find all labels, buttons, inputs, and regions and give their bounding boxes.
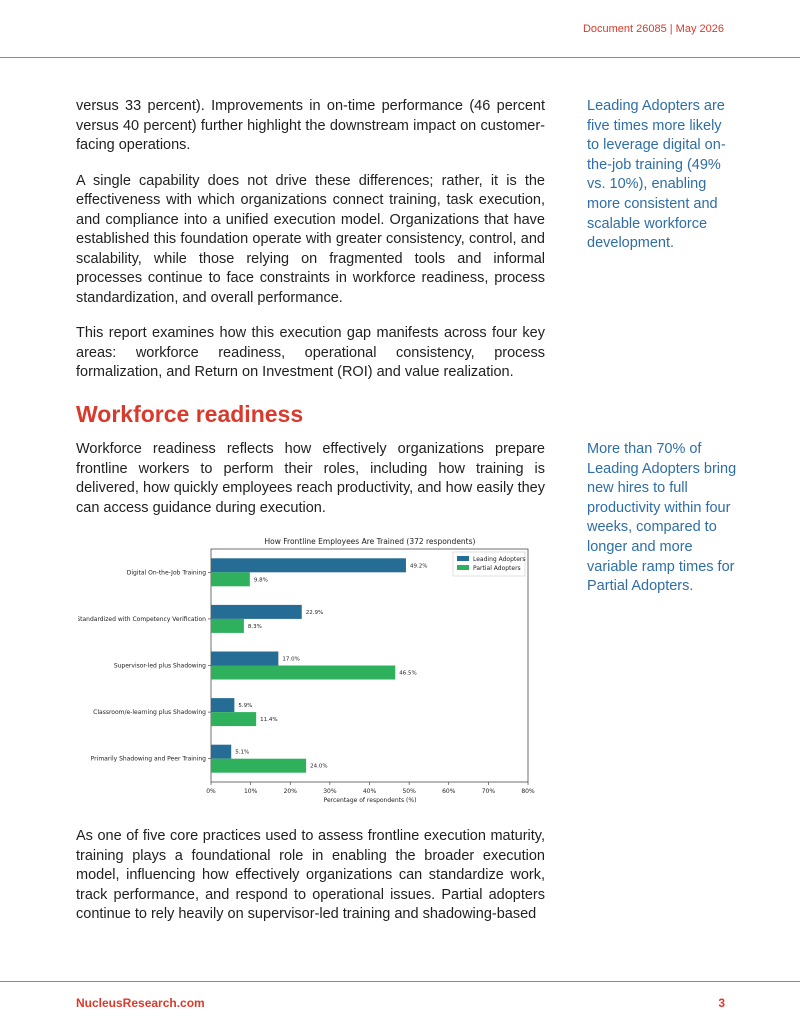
bar-partial (211, 619, 244, 633)
bar-leading (211, 605, 302, 619)
x-tick-label: 70% (481, 788, 496, 795)
bar-data-label: 11.4% (260, 717, 278, 724)
bar-data-label: 9.8% (253, 577, 268, 584)
body-text-top (76, 97, 545, 383)
bar-data-label: 5.1% (235, 749, 250, 756)
bar-data-label: 49.2% (409, 563, 428, 570)
section-heading: Workforce readiness (76, 401, 304, 427)
body-text-section (76, 440, 545, 518)
x-tick-label: 40% (362, 788, 377, 795)
footer-site: NucleusResearch.com (76, 996, 205, 1010)
legend-label: Leading Adopters (473, 556, 526, 563)
bar-partial (211, 759, 306, 773)
bar-partial (211, 666, 395, 680)
training-chart (78, 533, 543, 808)
x-tick-label: 20% (283, 788, 297, 795)
page-number: 3 (718, 996, 725, 1010)
y-tick-label: Primarily Shadowing and Peer Training (90, 755, 206, 763)
x-tick-label: 10% (243, 788, 258, 795)
y-tick-label: Classroom/e-learning plus Shadowing (93, 709, 206, 717)
legend-swatch (457, 556, 469, 561)
bar-leading (211, 745, 231, 759)
paragraph-5: As one of five core practices used to assess frontline execution maturity, training plays a foundational role in enabling the broader execution model, influencing how effectively organizations can standardize work, track performance, and respond to operational issues. Partial adopters continue to rely heavily on supervisor-led training and shadowing-based (76, 828, 545, 922)
paragraph-2: A single capability does not drive these differences; rather, it is the effectiveness with which organizations connect training, task execution, and compliance into a unified execution model. Organizations that have established this foundation operate with greater consistency, control, and scalability, while those relying on fragmented tools and informal processes continue to face constraints in workforce readiness, process standardization, and overall performance. (76, 172, 545, 306)
bar-partial (211, 572, 250, 586)
x-axis-label: Percentage of respondents (%) (323, 797, 417, 804)
x-tick-label: 50% (402, 788, 416, 795)
bar-data-label: 8.3% (247, 623, 262, 630)
bar-data-label: 24.0% (310, 763, 328, 770)
bar-data-label: 22.9% (305, 609, 324, 616)
y-tick-label: Supervisor-led plus Shadowing (113, 662, 206, 670)
chart-title: How Frontline Employees Are Trained (372 respondents) (264, 537, 476, 546)
bar-data-label: 46.5% (399, 670, 417, 677)
paragraph-1: versus 33 percent). Improvements in on-time performance (46 percent versus 40 percent) further highlight the downstream impact on customer-facing operations. (76, 98, 545, 153)
bar-leading (211, 698, 234, 712)
x-tick-label: 60% (442, 788, 456, 795)
y-tick-label: Standardized with Competency Verification (78, 615, 206, 623)
bar-partial (211, 712, 256, 726)
bar-leading (211, 558, 406, 572)
paragraph-4: Workforce readiness reflects how effectively organizations prepare frontline workers to perform their roles, including how training is delivered, how quickly employees reach productivity, and how easily they can access guidance during execution. (76, 441, 545, 516)
document-meta: Document 26085 | May 2026 (582, 23, 724, 35)
x-tick-label: 0% (206, 788, 216, 795)
bar-data-label: 17.0% (282, 656, 300, 663)
bar-leading (211, 652, 278, 666)
y-tick-label: Digital On-the-Job Training (126, 569, 206, 577)
sidebar-note-1: Leading Adopters are five times more likely to leverage digital on-the-job training (49% vs. 10%), enabling more consistent and scalable workforce development. (587, 98, 726, 252)
legend-swatch (457, 565, 469, 570)
training-chart-svg (78, 533, 543, 808)
header-rule (0, 57, 800, 58)
body-text-bottom (76, 827, 545, 925)
paragraph-3: This report examines how this execution gap manifests across four key areas: workforce readiness, operational consistency, process formalization, and Return on Investment (ROI) and value realization. (76, 325, 545, 380)
bar-data-label: 5.9% (238, 703, 253, 710)
x-tick-label: 80% (521, 788, 535, 795)
x-tick-label: 30% (323, 788, 337, 795)
footer-rule (0, 981, 800, 982)
sidebar-note-2: More than 70% of Leading Adopters bring new hires to full productivity within four weeks, compared to longer and more variable ramp times for Partial Adopters. (587, 441, 737, 595)
legend-label: Partial Adopters (473, 565, 521, 572)
